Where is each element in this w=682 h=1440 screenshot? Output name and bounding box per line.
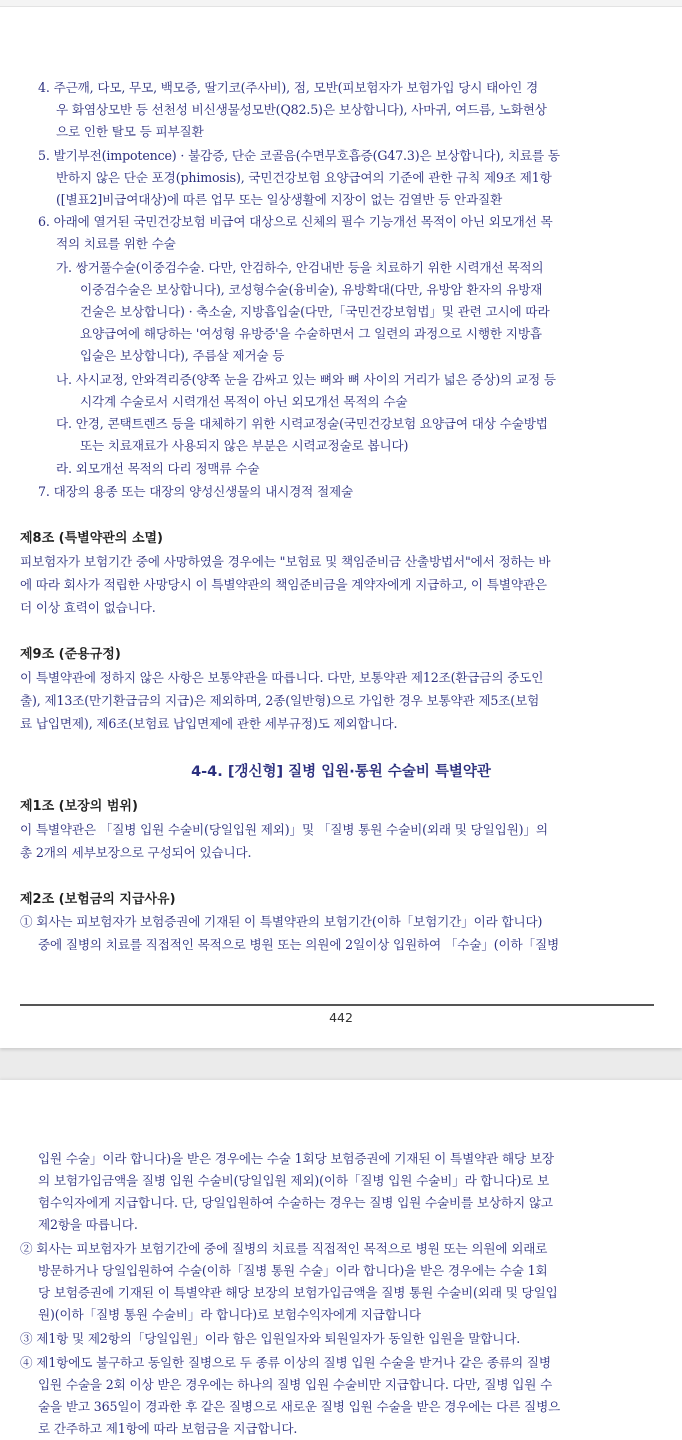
sub-item-ga-line-1: 가. 쌍거풀수술(이중검수술. 다만, 안검하수, 안검내반 등을 치료하기 위한 시력개선 목적의 (56, 260, 544, 275)
exclusion-item-4-line-1: 4. 주근깨, 다모, 무모, 백모증, 딸기코(주사비), 점, 모반(피보험자가 보험가입 당시 태아인 경 (38, 80, 539, 95)
sub-item-da-line-1: 다. 안경, 콘택트렌즈 등을 대체하기 위한 시력교정술(국민건강보험 요양급여 대상 수술방법 (56, 416, 548, 431)
sub-item-ga-line-4: 요양급여에 해당하는 '여성형 유방증'을 수술하면서 그 일련의 과정으로 시행한 지방흡 (80, 326, 542, 341)
sub-item-na-line-1: 나. 사시교정, 안와격리증(양쪽 눈을 감싸고 있는 뼈와 뼈 사이의 거리가 넓은 증상)의 교정 등 (56, 372, 556, 387)
article-8-body-line-3: 더 이상 효력이 없습니다. (20, 600, 156, 615)
footer-divider (20, 1004, 654, 1006)
article-2-item-2-line-2: 방문하거나 당일입원하여 수술(이하「질병 통원 수술」이라 합니다)을 받은 경우에는 수술 1회 (38, 1263, 548, 1278)
sub-item-ga-line-2: 이중검수술은 보상합니다), 코성형수술(융비술), 유방확대(다만, 유방암 환자의 유방재 (80, 282, 543, 297)
section-title: 4-4. [갱신형] 질병 입원·통원 수술비 특별약관 (191, 764, 491, 780)
article-9-body-line-1: 이 특별약관에 정하지 않은 사항은 보통약관을 따릅니다. 다만, 보통약관 제12조(환급금의 중도인 (20, 670, 544, 685)
sub-item-na-line-2: 시각계 수술로서 시력개선 목적이 아닌 외모개선 목적의 수술 (80, 394, 408, 409)
article-2-item-4-line-3: 술을 받고 365일이 경과한 후 같은 질병으로 새로운 질병 입원 수술을 받은 경우에는 다른 질병으 (38, 1399, 561, 1414)
exclusion-item-4-line-3: 으로 인한 탈모 등 피부질환 (56, 124, 204, 139)
sub-item-da-line-2: 또는 치료재료가 사용되지 않은 부분은 시력교정술로 봅니다) (80, 438, 409, 453)
exclusion-item-6-line-2: 적의 치료를 위한 수술 (56, 236, 176, 251)
sub-item-ga-line-3: 건술은 보상합니다) · 축소술, 지방흡입술(다만,「국민건강보험법」및 관련 고시에 따라 (80, 304, 550, 319)
article-8-body-line-1: 피보험자가 보험기간 중에 사망하였을 경우에는 "보험료 및 책임준비금 산출방법서"에서 정하는 바 (20, 554, 551, 569)
article-2-item-4-line-1: ④ 제1항에도 불구하고 동일한 질병으로 두 종류 이상의 질병 입원 수술을 받거나 같은 종류의 질병 (20, 1355, 551, 1370)
page-number: 442 (329, 1010, 353, 1025)
exclusion-item-5-line-2: 반하지 않은 단순 포경(phimosis), 국민건강보험 요양급여의 기준에 관한 규칙 제9조 제1항 (56, 170, 552, 185)
article-2-item-2-line-4: 원)(이하「질병 통원 수술비」라 합니다)로 보험수익자에게 지급합니다 (38, 1307, 421, 1322)
article-2-item-3: ③ 제1항 및 제2항의「당일입원」이라 함은 입원일자와 퇴원일자가 동일한 입원을 말합니다. (20, 1331, 521, 1346)
article-9-body-line-3: 료 납입면제), 제6조(보험료 납입면제에 관한 세부규정)도 제외합니다. (20, 716, 398, 731)
article-2-item-1-line-1: ① 회사는 피보험자가 보험증권에 기재된 이 특별약관의 보험기간(이하「보험기간」이라 합니다) (20, 914, 543, 929)
article-2-item-4-line-4: 로 간주하고 제1항에 따라 보험금을 지급합니다. (38, 1421, 298, 1436)
article-2-item-1-line-2: 중에 질병의 치료를 직접적인 목적으로 병원 또는 의원에 2일이상 입원하여 「수술」(이하「질병 (38, 937, 560, 952)
exclusion-item-7: 7. 대장의 용종 또는 대장의 양성신생물의 내시경적 절제술 (38, 484, 354, 499)
article-2-item-1-cont-line-2: 의 보험가입금액을 질병 입원 수술비(당일입원 제외)(이하「질병 입원 수술비」라 합니다)로 보 (38, 1173, 550, 1188)
document-page-443 (0, 1080, 682, 1440)
article-2-item-2-line-1: ② 회사는 피보험자가 보험기간에 중에 질병의 치료를 직접적인 목적으로 병원 또는 의원에 외래로 (20, 1241, 548, 1256)
article-9-heading: 제9조 (준용규정) (20, 647, 121, 662)
exclusion-item-5-line-1: 5. 발기부전(impotence) · 불감증, 단순 코골음(수면무호흡증(G47.3)은 보상합니다), 치료를 동 (38, 148, 560, 163)
article-2-heading: 제2조 (보험금의 지급사유) (20, 892, 176, 907)
sub-item-ga-line-5: 입술은 보상합니다), 주름살 제거술 등 (80, 348, 285, 363)
exclusion-item-5-line-3: ([별표2]비급여대상)에 따른 업무 또는 일상생활에 지장이 없는 검열반 등 안과질환 (56, 192, 503, 207)
sub-item-ra: 라. 외모개선 목적의 다리 정맥류 수술 (56, 461, 260, 476)
article-2-item-1-cont-line-1: 입원 수술」이라 합니다)을 받은 경우에는 수술 1회당 보험증권에 기재된 이 특별약관 해당 보장 (38, 1151, 554, 1166)
article-2-item-2-line-3: 당 보험증권에 기재된 이 특별약관 해당 보장의 보험가입금액을 질병 통원 수술비(외래 및 당일입 (38, 1285, 558, 1300)
article-2-item-1-cont-line-3: 험수익자에게 지급합니다. 단, 당일입원하여 수술하는 경우는 질병 입원 수술비를 보상하지 않고 (38, 1195, 553, 1210)
article-8-heading: 제8조 (특별약관의 소멸) (20, 531, 164, 546)
article-1-body-line-2: 총 2개의 세부보장으로 구성되어 있습니다. (20, 845, 252, 860)
article-1-body-line-1: 이 특별약관은 「질병 입원 수술비(당일입원 제외)」및 「질병 통원 수술비(외래 및 당일입원)」의 (20, 822, 548, 837)
article-9-body-line-2: 출), 제13조(만기환급금의 지급)은 제외하며, 2종(일반형)으로 가입한 경우 보통약관 제5조(보험 (20, 693, 540, 708)
article-1-heading: 제1조 (보장의 범위) (20, 799, 138, 814)
article-8-body-line-2: 에 따라 회사가 적립한 사망당시 이 특별약관의 책임준비금을 계약자에게 지급하고, 이 특별약관은 (20, 577, 547, 592)
exclusion-item-6-line-1: 6. 아래에 열거된 국민건강보험 비급여 대상으로 신체의 필수 기능개선 목적이 아닌 외모개선 목 (38, 214, 553, 229)
exclusion-item-4-line-2: 우 화염상모반 등 선천성 비신생물성모반(Q82.5)은 보상합니다), 사마귀, 여드름, 노화현상 (56, 102, 547, 117)
article-2-item-1-cont-line-4: 제2항을 따릅니다. (38, 1217, 138, 1232)
article-2-item-4-line-2: 입원 수술을 2회 이상 받은 경우에는 하나의 질병 입원 수술비만 지급합니다. 다만, 질병 입원 수 (38, 1377, 553, 1392)
page-top-edge (0, 0, 682, 7)
